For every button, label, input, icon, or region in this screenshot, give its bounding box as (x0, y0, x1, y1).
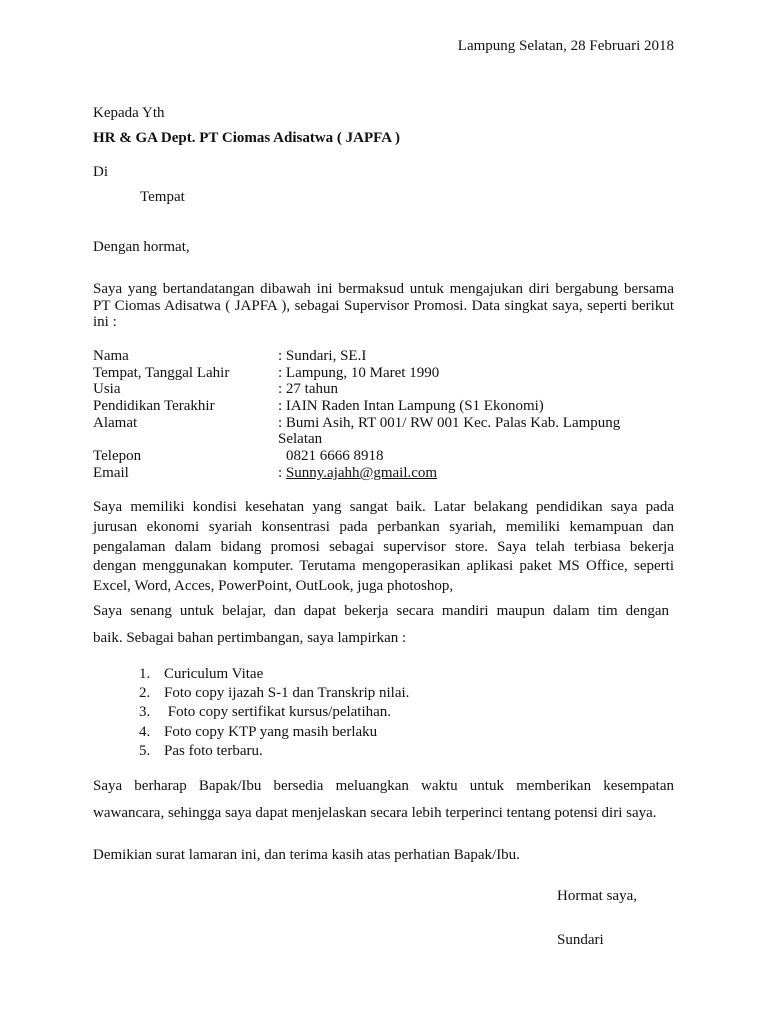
recipient-di: Di (93, 164, 108, 180)
detail-value (278, 465, 437, 482)
detail-value: : Bumi Asih, RT 001/ RW 001 Kec. Palas Kab. Lampung (278, 415, 621, 431)
closing-greeting: Hormat saya, (557, 888, 637, 904)
list-text: Curiculum Vitae (164, 666, 264, 682)
paragraph-line: baik. Sebagai bahan pertimbangan, saya lampirkan : (93, 630, 407, 646)
detail-label: Usia (93, 381, 121, 397)
list-number: 2. (139, 685, 151, 701)
email-prefix: : (278, 465, 286, 481)
paragraph-line: pengalaman dalam bidang promosi sebagai supervisor store. Saya telah terbiasa bekerja (93, 539, 674, 555)
recipient-tempat: Tempat (140, 189, 185, 205)
greeting: Dengan hormat, (93, 239, 190, 255)
detail-label: Telepon (93, 448, 142, 464)
paragraph-line: wawancara, sehingga saya dapat menjelaskan secara lebih terperinci tentang potensi diri saya. (93, 805, 657, 821)
date-line: Lampung Selatan, 28 Februari 2018 (457, 38, 674, 54)
recipient-name: HR & GA Dept. PT Ciomas Adisatwa ( JAPFA ) (93, 130, 400, 146)
list-text: Foto copy KTP yang masih berlaku (164, 724, 378, 740)
closing-sentence: Demikian surat lamaran ini, dan terima kasih atas perhatian Bapak/Ibu. (93, 847, 520, 863)
list-text: Foto copy ijazah S-1 dan Transkrip nilai. (164, 685, 410, 701)
detail-value: 0821 6666 8918 (286, 448, 384, 464)
detail-label: Tempat, Tanggal Lahir (93, 365, 230, 381)
email-link[interactable]: Sunny.ajahh@gmail.com (285, 465, 438, 481)
paragraph-line: Saya senang untuk belajar, dan dapat bekerja secara mandiri maupun dalam tim dengan (93, 603, 669, 619)
paragraph-line: Saya berharap Bapak/Ibu bersedia meluangkan waktu untuk memberikan kesempatan (93, 778, 674, 794)
paragraph-line: dengan menggunakan komputer. Terutama mengoperasikan aplikasi paket MS Office, seperti (93, 558, 674, 574)
detail-label: Email (93, 465, 129, 481)
list-number: 4. (139, 724, 151, 740)
intro-paragraph: Saya yang bertandatangan dibawah ini bermaksud untuk mengajukan diri bergabung bersama PT Ciomas Adisatwa ( JAPFA ), sebagai Supervisor Promosi. Data singkat saya, seperti berikut ini : (93, 281, 674, 330)
detail-value-continued: Selatan (278, 431, 323, 447)
detail-value: : Sundari, SE.I (278, 348, 367, 364)
list-number: 5. (139, 743, 151, 759)
paragraph-line: Saya memiliki kondisi kesehatan yang sangat baik. Latar belakang pendidikan saya pada (93, 499, 674, 515)
detail-label: Pendidikan Terakhir (93, 398, 215, 414)
list-text: Pas foto terbaru. (164, 743, 263, 759)
detail-label: Alamat (93, 415, 138, 431)
detail-label: Nama (93, 348, 129, 364)
paragraph-line: jurusan ekonomi syariah konsentrasi pada perbankan syariah, memiliki kemampuan dan (93, 519, 674, 535)
list-number: 1. (139, 666, 151, 682)
recipient-salutation: Kepada Yth (93, 105, 165, 121)
detail-value: : IAIN Raden Intan Lampung (S1 Ekonomi) (278, 398, 544, 414)
list-text: Foto copy sertifikat kursus/pelatihan. (164, 704, 392, 720)
list-number: 3. (139, 704, 151, 720)
signature-name: Sundari (557, 932, 604, 948)
detail-value: : 27 tahun (278, 381, 338, 397)
detail-value: : Lampung, 10 Maret 1990 (278, 365, 440, 381)
paragraph-line: Excel, Word, Acces, PowerPoint, OutLook, juga photoshop, (93, 578, 454, 594)
